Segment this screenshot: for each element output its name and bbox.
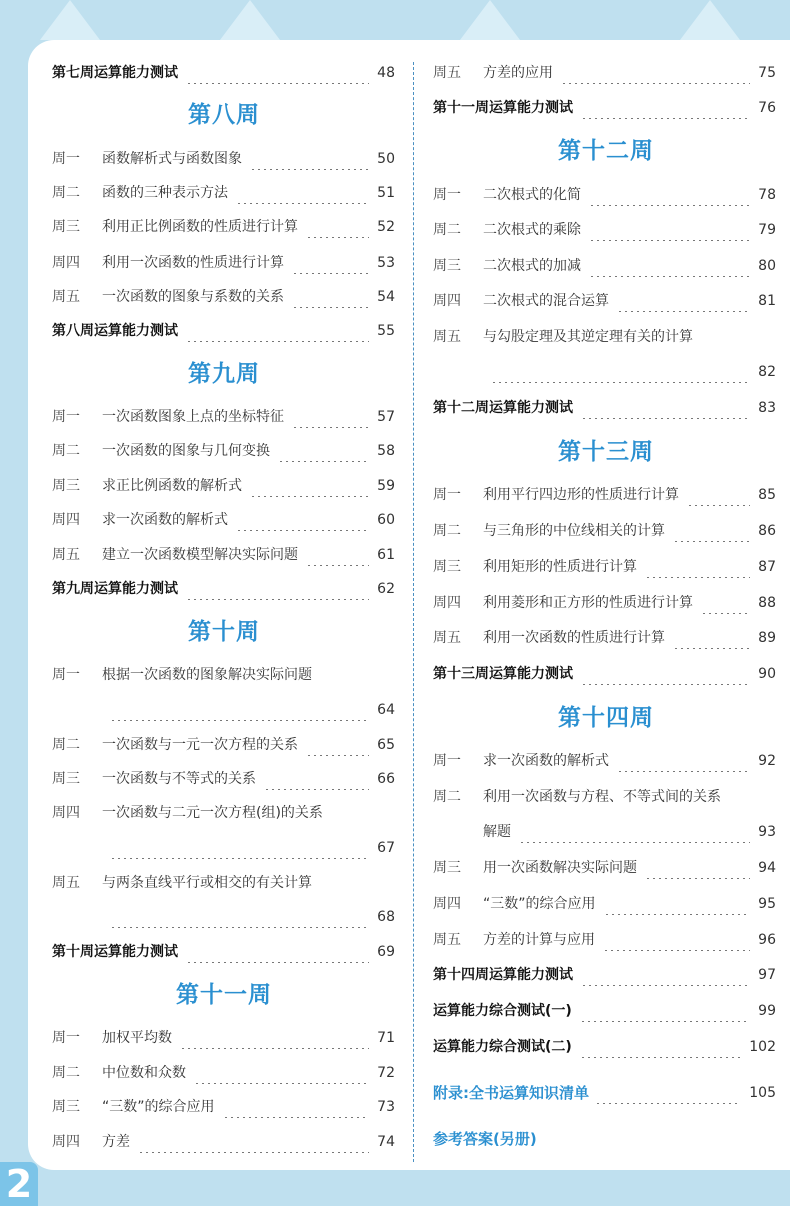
dot-leader [223,1096,370,1118]
dot-leader [186,320,369,342]
toc-entry[interactable] [433,663,776,685]
entry-day-label: 周四 [433,293,461,309]
entry-title: 求一次函数的解析式 [102,512,228,528]
toc-entry[interactable] [433,219,776,241]
dot-leader [292,252,369,274]
dot-leader [561,62,750,84]
entry-title: 利用平行四边形的性质进行计算 [483,487,679,503]
toc-entry[interactable] [52,802,395,824]
entry-title: 函数的三种表示方法 [102,185,228,201]
entry-title: 一次函数与一元一次方程的关系 [102,737,298,753]
entry-page-number: 80 [758,258,776,274]
dot-leader [589,219,750,241]
entry-page-number: 105 [749,1085,776,1101]
toc-entry[interactable] [52,1131,395,1153]
entry-day-label: 周二 [52,185,80,201]
background-decoration [220,0,280,40]
week-heading: 第八周 [188,102,260,128]
toc-entry[interactable] [433,1128,776,1150]
toc-entry[interactable] [52,320,395,342]
entry-title: “三数”的综合应用 [483,896,596,912]
toc-entry[interactable] [433,255,776,277]
toc-entry[interactable] [433,750,776,772]
toc-entry[interactable] [433,893,776,915]
entry-title: 第九周运算能力测试 [52,581,178,597]
toc-entry[interactable] [52,544,395,566]
entry-title: 第十周运算能力测试 [52,944,178,960]
week-heading: 第十周 [188,619,260,645]
entry-title: 二次根式的混合运算 [483,293,609,309]
entry-page-number: 55 [377,323,395,339]
page-number: 2 [0,1162,38,1206]
column-divider [413,62,414,1162]
entry-title: 函数解析式与函数图象 [102,151,242,167]
entry-day-label: 周二 [52,443,80,459]
toc-entry[interactable] [52,509,395,531]
dot-leader [701,592,750,614]
toc-entry[interactable] [433,1082,776,1104]
entry-title: 求一次函数的解析式 [483,753,609,769]
entry-page-number: 61 [377,547,395,563]
dot-leader [687,484,750,506]
entry-day-label: 周四 [52,255,80,271]
dot-leader [589,255,750,277]
entry-day-label: 周三 [52,219,80,235]
entry-title: 一次函数与不等式的关系 [102,771,256,787]
entry-day-label: 周三 [52,771,80,787]
dot-leader [617,290,750,312]
toc-entry[interactable] [52,286,395,308]
entry-day-label: 周五 [433,329,461,345]
entry-title: 第十一周运算能力测试 [433,100,573,116]
dot-leader [589,184,750,206]
entry-title: 与两条直线平行或相交的有关计算 [102,875,312,891]
entry-title: 根据一次函数的图象解决实际问题 [102,667,312,683]
dot-leader [491,361,750,383]
dot-leader [292,406,369,428]
entry-title: 一次函数的图象与系数的关系 [102,289,284,305]
dot-leader [306,734,369,756]
entry-page-number: 48 [377,65,395,81]
entry-day-label: 周五 [433,65,461,81]
entry-page-number: 54 [377,289,395,305]
entry-page-number: 92 [758,753,776,769]
dot-leader [180,1027,369,1049]
entry-day-label: 周二 [52,1065,80,1081]
entry-day-label: 周一 [433,487,461,503]
entry-day-label: 周一 [52,151,80,167]
entry-page-number: 94 [758,860,776,876]
entry-title: 加权平均数 [102,1030,172,1046]
dot-leader [306,216,369,238]
entry-title: 参考答案(另册) [433,1130,537,1148]
toc-continuation-line[interactable] [433,361,776,383]
dot-leader [186,941,369,963]
entry-title: 利用一次函数的性质进行计算 [483,630,665,646]
entry-page-number: 97 [758,967,776,983]
entry-title: 利用一次函数的性质进行计算 [102,255,284,271]
entry-title: 运算能力综合测试(一) [433,1003,572,1019]
entry-day-label: 周二 [433,789,461,805]
dot-leader [186,578,369,600]
entry-page-number: 76 [758,100,776,116]
entry-page-number: 81 [758,293,776,309]
dot-leader [673,627,750,649]
background-decoration [460,0,520,40]
entry-page-number: 59 [377,478,395,494]
toc-entry[interactable] [52,406,395,428]
toc-entry[interactable] [52,62,395,84]
toc-entry[interactable] [52,734,395,756]
toc-entry[interactable] [52,941,395,963]
entry-day-label: 周二 [433,523,461,539]
entry-page-number: 86 [758,523,776,539]
background-decoration [680,0,740,40]
entry-title: 求正比例函数的解析式 [102,478,242,494]
week-heading: 第十一周 [176,982,272,1008]
entry-page-number: 62 [377,581,395,597]
week-heading: 第十四周 [558,705,654,731]
entry-page-number: 73 [377,1099,395,1115]
entry-title: 解题 [483,824,511,840]
entry-page-number: 87 [758,559,776,575]
entry-page-number: 65 [377,737,395,753]
entry-page-number: 90 [758,666,776,682]
entry-title: 第十四周运算能力测试 [433,967,573,983]
dot-leader [645,857,750,879]
entry-title: 运算能力综合测试(二) [433,1039,572,1055]
entry-page-number: 88 [758,595,776,611]
dot-leader [603,929,750,951]
toc-entry[interactable] [433,627,776,649]
background-decoration [40,0,100,40]
entry-page-number: 83 [758,400,776,416]
dot-leader [110,699,369,721]
entry-title: 利用菱形和正方形的性质进行计算 [483,595,693,611]
entry-page-number: 75 [758,65,776,81]
entry-title: 方差 [102,1134,130,1150]
entry-day-label: 周二 [433,222,461,238]
entry-page-number: 69 [377,944,395,960]
entry-day-label: 周五 [52,289,80,305]
entry-page-number: 60 [377,512,395,528]
dot-leader [581,964,750,986]
dot-leader [250,148,369,170]
entry-title: 附录:全书运算知识清单 [433,1084,589,1102]
dot-leader [194,1062,369,1084]
week-heading: 第十二周 [558,138,654,164]
toc-entry[interactable] [433,1000,776,1022]
entry-page-number: 51 [377,185,395,201]
dot-leader [236,509,369,531]
dot-leader [617,750,750,772]
dot-leader [292,286,369,308]
entry-day-label: 周三 [52,1099,80,1115]
entry-page-number: 52 [377,219,395,235]
toc-entry[interactable] [52,252,395,274]
toc-continuation-line[interactable] [52,699,395,721]
entry-title: 第八周运算能力测试 [52,323,178,339]
toc-entry[interactable] [52,1027,395,1049]
entry-title: 用一次函数解决实际问题 [483,860,637,876]
toc-entry[interactable] [52,1096,395,1118]
entry-title: 一次函数与二元一次方程(组)的关系 [102,805,323,821]
week-heading: 第九周 [188,361,260,387]
entry-day-label: 周五 [52,875,80,891]
toc-entry[interactable] [433,484,776,506]
entry-title: “三数”的综合应用 [102,1099,215,1115]
dot-leader [604,893,751,915]
toc-entry[interactable] [433,397,776,419]
toc-entry[interactable] [433,62,776,84]
toc-entry[interactable] [433,326,776,348]
entry-page-number: 66 [377,771,395,787]
toc-entry[interactable] [52,216,395,238]
entry-title: 一次函数图象上点的坐标特征 [102,409,284,425]
toc-entry[interactable] [52,578,395,600]
entry-page-number: 79 [758,222,776,238]
entry-title: 中位数和众数 [102,1065,186,1081]
entry-title: 第十三周运算能力测试 [433,666,573,682]
entry-day-label: 周四 [433,595,461,611]
toc-continuation-line[interactable] [52,906,395,928]
entry-day-label: 周四 [52,805,80,821]
entry-page-number: 74 [377,1134,395,1150]
entry-page-number: 67 [377,840,395,856]
entry-page-number: 57 [377,409,395,425]
dot-leader [264,768,369,790]
entry-title: 利用正比例函数的性质进行计算 [102,219,298,235]
dot-leader [580,1036,741,1058]
entry-page-number: 93 [758,824,776,840]
entry-page-number: 58 [377,443,395,459]
entry-day-label: 周一 [433,753,461,769]
entry-page-number: 64 [377,702,395,718]
entry-page-number: 95 [758,896,776,912]
dot-leader [645,556,750,578]
entry-day-label: 周一 [52,409,80,425]
dot-leader [250,475,369,497]
entry-day-label: 周四 [52,1134,80,1150]
toc-entry[interactable] [52,664,395,686]
entry-day-label: 周一 [52,1030,80,1046]
entry-day-label: 周三 [52,478,80,494]
dot-leader [581,663,750,685]
entry-page-number: 99 [758,1003,776,1019]
toc-entry[interactable] [433,857,776,879]
dot-leader [186,62,369,84]
toc-entry[interactable] [52,475,395,497]
entry-day-label: 周三 [433,559,461,575]
dot-leader [581,97,750,119]
entry-title: 与勾股定理及其逆定理有关的计算 [483,329,693,345]
toc-entry[interactable] [433,964,776,986]
entry-page-number: 78 [758,187,776,203]
entry-page-number: 82 [758,364,776,380]
entry-title: 二次根式的加减 [483,258,581,274]
entry-title: 利用一次函数与方程、不等式间的关系 [483,789,721,805]
toc-entry[interactable] [433,97,776,119]
entry-title: 方差的应用 [483,65,553,81]
entry-day-label: 周五 [52,547,80,563]
entry-day-label: 周四 [52,512,80,528]
entry-page-number: 68 [377,909,395,925]
toc-entry[interactable] [433,592,776,614]
toc-entry[interactable] [433,1036,776,1058]
entry-title: 二次根式的化简 [483,187,581,203]
toc-entry[interactable] [433,929,776,951]
entry-title: 第十二周运算能力测试 [433,400,573,416]
toc-entry[interactable] [52,182,395,204]
dot-leader [110,906,369,928]
entry-day-label: 周一 [433,187,461,203]
entry-title: 第七周运算能力测试 [52,65,178,81]
entry-title: 二次根式的乘除 [483,222,581,238]
entry-page-number: 89 [758,630,776,646]
toc-entry[interactable] [433,290,776,312]
dot-leader [581,397,750,419]
dot-leader [673,520,750,542]
toc-entry[interactable] [52,768,395,790]
entry-page-number: 85 [758,487,776,503]
toc-continuation-line[interactable] [433,821,776,843]
dot-leader [595,1082,742,1104]
entry-page-number: 72 [377,1065,395,1081]
entry-title: 与三角形的中位线相关的计算 [483,523,665,539]
entry-day-label: 周四 [433,896,461,912]
dot-leader [580,1000,750,1022]
toc-entry[interactable] [433,520,776,542]
entry-page-number: 96 [758,932,776,948]
dot-leader [519,821,750,843]
entry-day-label: 周三 [433,860,461,876]
entry-page-number: 50 [377,151,395,167]
toc-entry[interactable] [52,1062,395,1084]
entry-page-number: 102 [749,1039,776,1055]
dot-leader [110,837,369,859]
toc-entry[interactable] [433,556,776,578]
entry-day-label: 周一 [52,667,80,683]
toc-entry[interactable] [433,786,776,808]
dot-leader [278,440,369,462]
dot-leader [306,544,369,566]
entry-day-label: 周二 [52,737,80,753]
week-heading: 第十三周 [558,439,654,465]
dot-leader [236,182,369,204]
entry-day-label: 周五 [433,932,461,948]
entry-day-label: 周五 [433,630,461,646]
entry-page-number: 71 [377,1030,395,1046]
entry-day-label: 周三 [433,258,461,274]
entry-title: 一次函数的图象与几何变换 [102,443,270,459]
entry-title: 利用矩形的性质进行计算 [483,559,637,575]
entry-page-number: 53 [377,255,395,271]
toc-entry[interactable] [52,148,395,170]
toc-entry[interactable] [433,184,776,206]
entry-title: 方差的计算与应用 [483,932,595,948]
dot-leader [138,1131,369,1153]
toc-continuation-line[interactable] [52,837,395,859]
toc-entry[interactable] [52,440,395,462]
entry-title: 建立一次函数模型解决实际问题 [102,547,298,563]
toc-entry[interactable] [52,872,395,894]
